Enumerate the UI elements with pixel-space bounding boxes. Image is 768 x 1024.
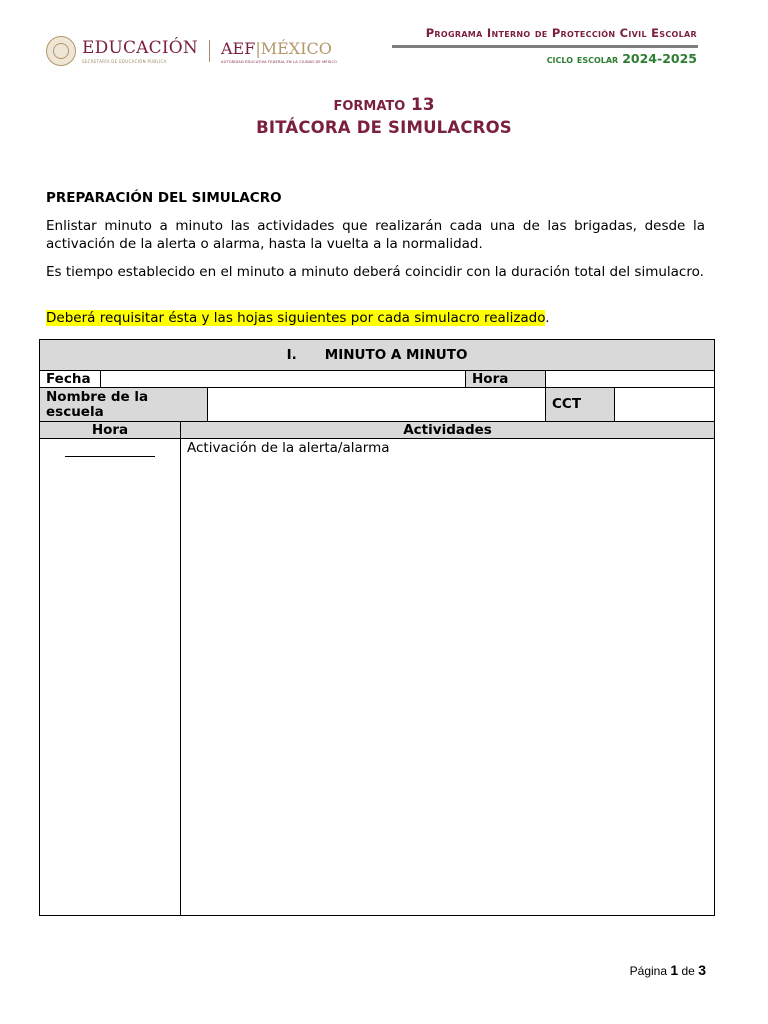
instruction-paragraph-2: Es tiempo establecido en el minuto a minuto deberá coincidir con la duración total del simulacro. [46, 264, 704, 280]
fecha-field[interactable] [101, 371, 466, 388]
aef-logo-left: AEF [221, 38, 256, 58]
aef-logo-subtext: AUTORIDAD EDUCATIVA FEDERAL EN LA CIUDAD DE MÉXICO [221, 59, 338, 64]
highlighted-instruction: Deberá requisitar ésta y las hojas siguientes por cada simulacro realizado [46, 310, 546, 326]
instruction-paragraph-3 [46, 310, 705, 328]
cycle-label: ciclo escolar [546, 53, 619, 66]
page-number [630, 962, 706, 978]
escuela-field[interactable] [208, 388, 546, 422]
hora-entry-cell[interactable] [40, 439, 181, 916]
section-heading: PREPARACIÓN DEL SIMULACRO [46, 190, 282, 206]
escuela-label: Nombre de la escuela [40, 388, 208, 422]
educacion-logo [82, 38, 198, 64]
hora-blank-line[interactable] [65, 442, 155, 457]
highlight-period: . [545, 310, 550, 326]
section-number: I. [286, 347, 297, 363]
table-section-header [40, 340, 715, 371]
minuto-a-minuto-table [39, 339, 715, 916]
header-logos [46, 34, 337, 68]
educacion-logo-text: EDUCACIÓN [82, 38, 198, 58]
page-current: 1 [670, 962, 679, 978]
logo-divider [209, 40, 210, 62]
educacion-logo-subtext: SECRETARÍA DE EDUCACIÓN PÚBLICA [82, 59, 167, 64]
column-header-actividades: Actividades [181, 422, 715, 439]
fecha-hora-row [40, 371, 715, 388]
program-title: Programa Interno de Protección Civil Escolar [425, 26, 697, 40]
section-title: MINUTO A MINUTO [324, 347, 468, 363]
instruction-paragraph-1: Enlistar minuto a minuto las actividades que realizarán cada una de las brigadas, desde la activación de la alerta o alarma, hasta la vuelta a la normalidad. [46, 218, 705, 252]
hora-field[interactable] [546, 371, 715, 388]
cct-field[interactable] [615, 388, 715, 422]
hora-label: Hora [466, 371, 546, 388]
activity-entry-row [40, 439, 715, 916]
fecha-label: Fecha [40, 371, 101, 388]
table-section-header-row [40, 340, 715, 371]
national-seal-icon [46, 36, 76, 66]
formato-heading [0, 95, 768, 115]
aef-logo-right: MÉXICO [260, 38, 332, 58]
aef-logo: AEF|MÉXICO AUTORIDAD EDUCATIVA FEDERAL EN LA CIUDAD DE MÉXICO [221, 38, 338, 64]
column-header-hora: Hora [40, 422, 181, 439]
formato-label: FORMATO [333, 99, 406, 114]
first-activity-text: Activación de la alerta/alarma [187, 440, 390, 456]
column-header-row [40, 422, 715, 439]
school-cycle [547, 51, 697, 66]
cct-label: CCT [546, 388, 615, 422]
page-total: 3 [698, 962, 706, 978]
formato-number: 13 [410, 95, 435, 115]
escuela-cct-row [40, 388, 715, 422]
document-title: BITÁCORA DE SIMULACROS [256, 118, 512, 137]
cycle-year: 2024-2025 [622, 51, 697, 66]
of-word: de [681, 964, 695, 978]
header-rule [392, 45, 698, 48]
page-word: Página [629, 964, 668, 978]
actividades-entry-cell[interactable] [181, 439, 715, 916]
